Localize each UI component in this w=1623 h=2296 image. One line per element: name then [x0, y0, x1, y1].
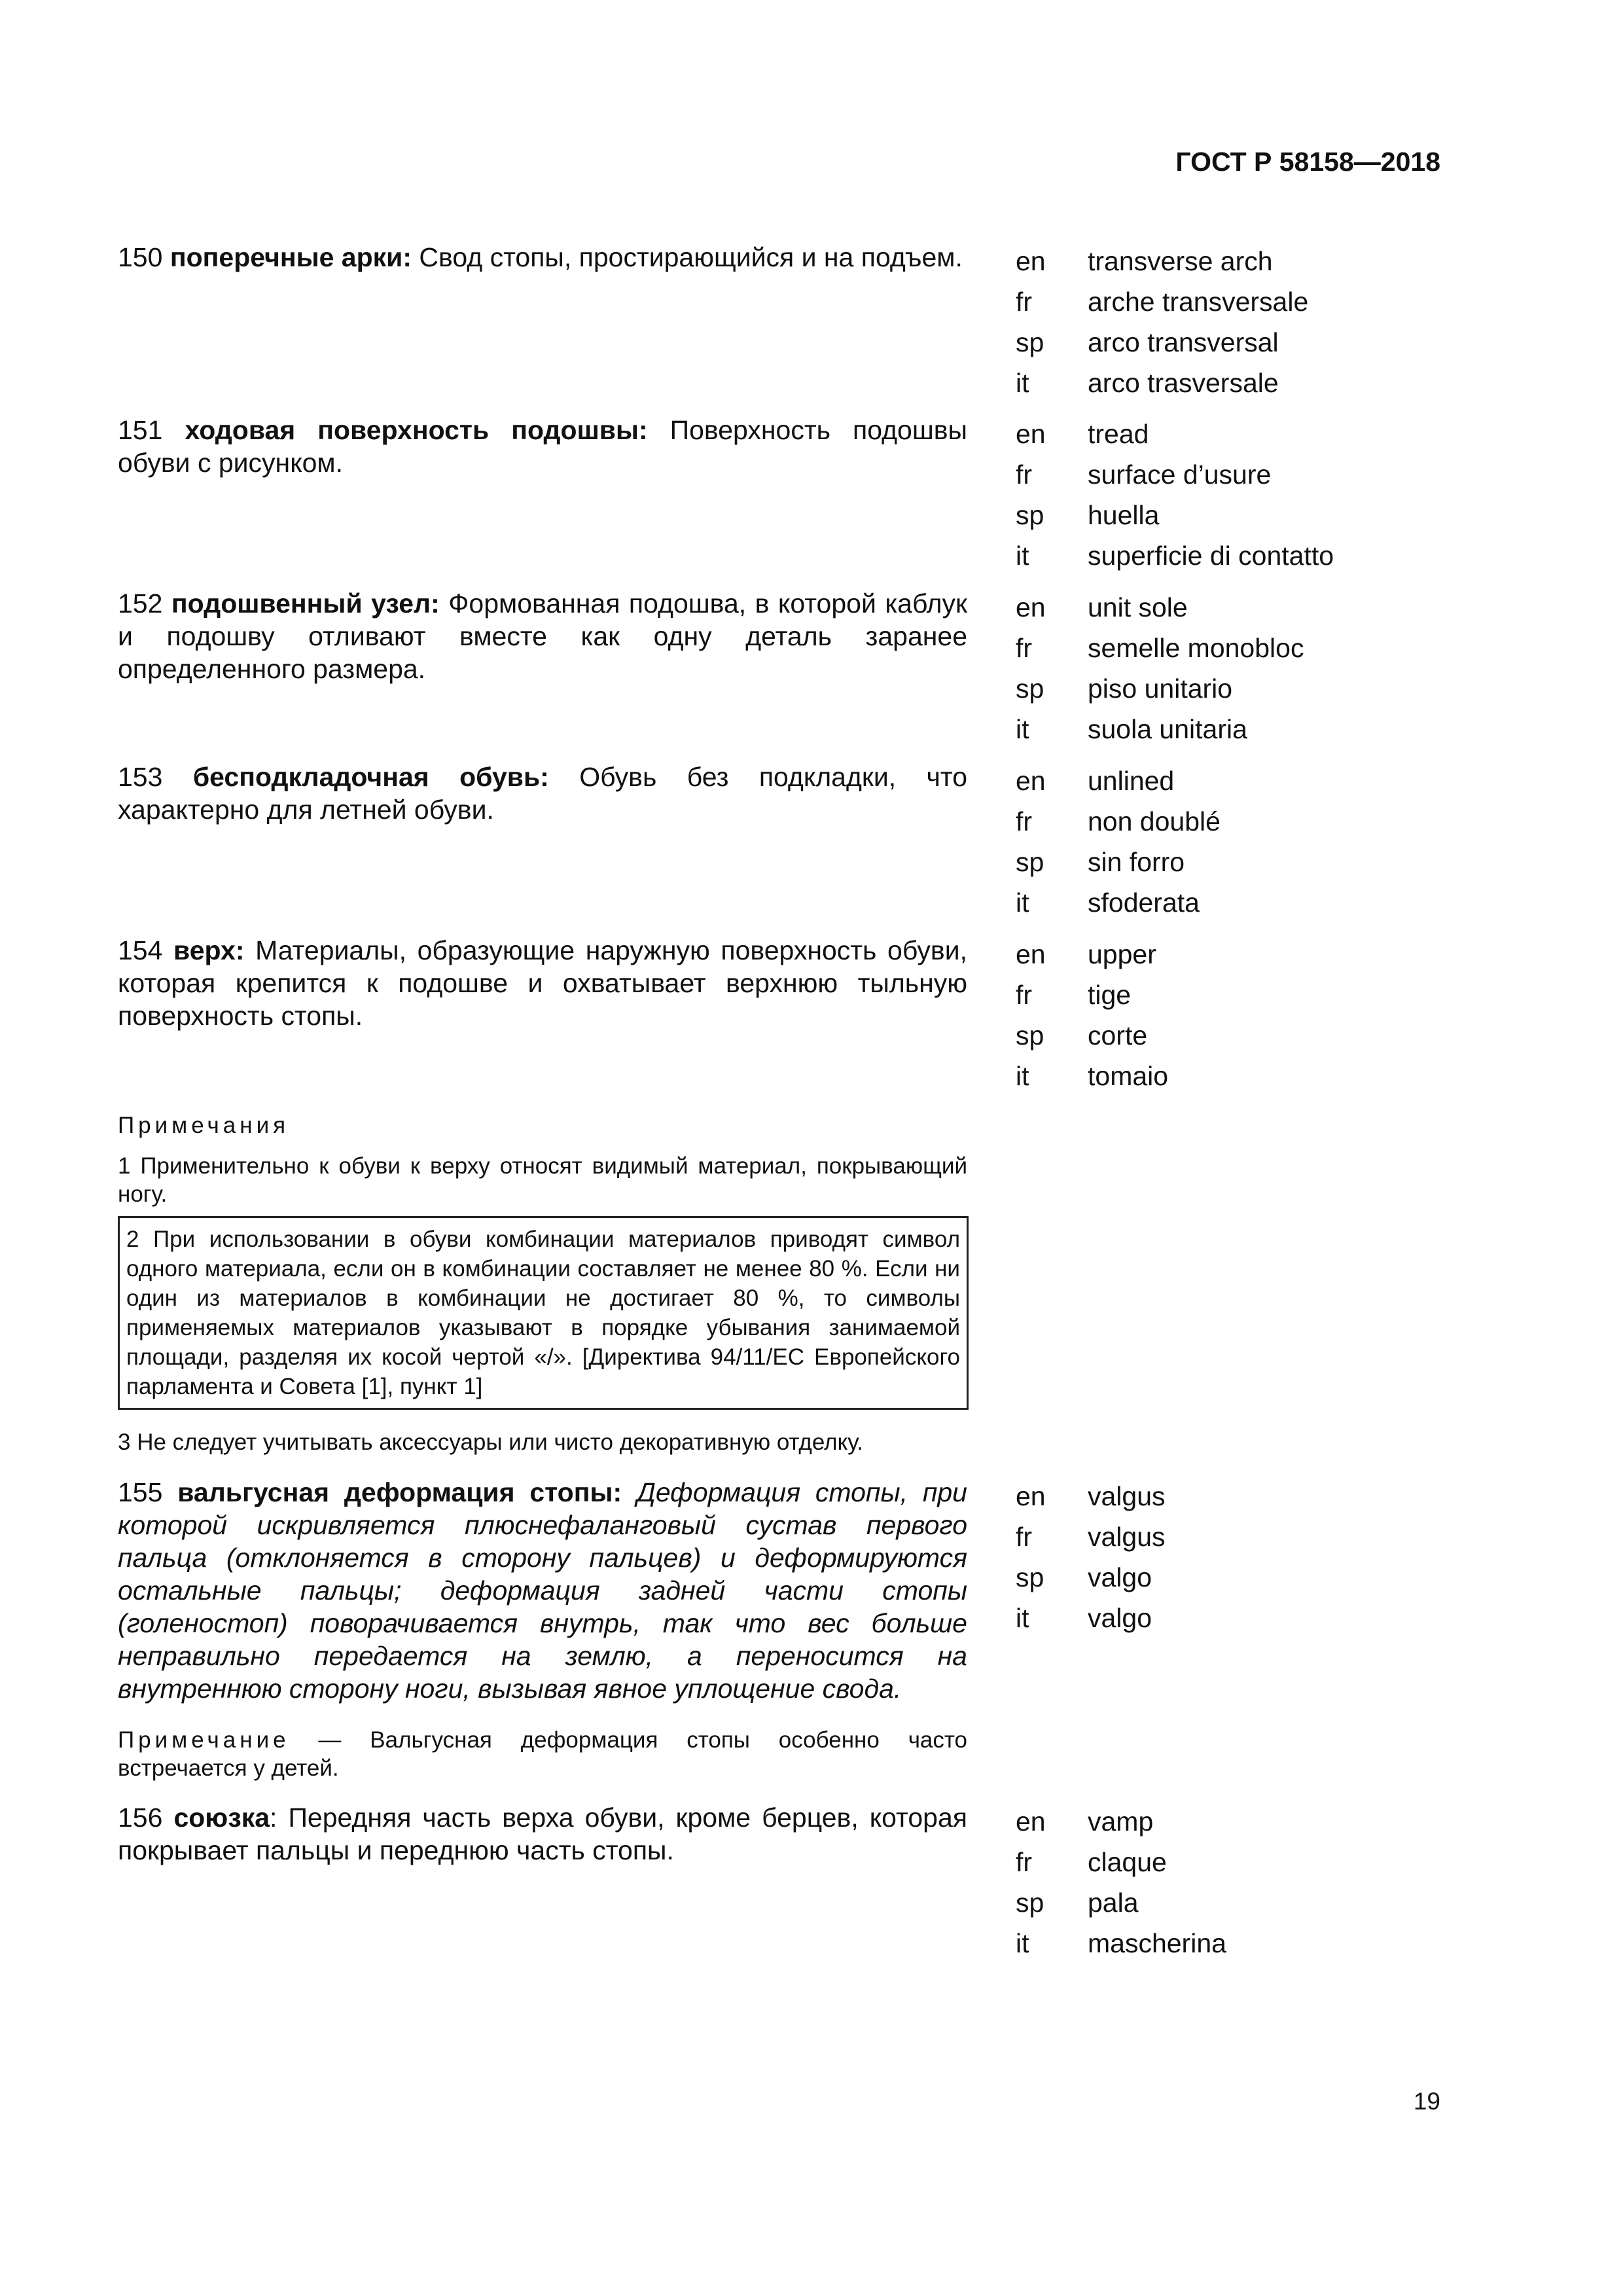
- note-label: Примечание: [118, 1727, 290, 1753]
- term-definition: [118, 761, 967, 826]
- equivalent-row: [1016, 1476, 1505, 1516]
- note-3: 3 Не следует учитывать аксессуары или чисто декоративную отделку.: [118, 1429, 863, 1455]
- equivalents-list: [1016, 1801, 1505, 1964]
- lang-code: sp: [1016, 673, 1044, 704]
- equivalents-list: [1016, 934, 1505, 1096]
- equivalent-row: [1016, 801, 1505, 842]
- notes-title: Примечания: [118, 1113, 290, 1138]
- term-number: 153: [118, 762, 163, 792]
- equivalent-row: [1016, 668, 1505, 709]
- equivalent-row: [1016, 1015, 1505, 1056]
- term-definition: [118, 934, 967, 1032]
- equivalents-list: [1016, 414, 1505, 576]
- lang-term: claque: [1088, 1847, 1167, 1877]
- note-2-boxed: 2 При использовании в обуви комбинации материалов приводят символ одного материала, если он в комбинации составляет не менее 80 %. Если ни один из материалов в комбинации не достигает 80 %, то символы применяемых материалов указывают в порядке убывания занимаемой площади, разделяя их косой чертой «/». [Директива 94/11/ЕС Европейского парламента и Совета [1], пункт 1]: [118, 1216, 969, 1410]
- lang-code: it: [1016, 368, 1029, 398]
- equivalent-row: [1016, 1516, 1505, 1557]
- lang-code: fr: [1016, 1522, 1033, 1552]
- term-number: 156: [118, 1803, 163, 1833]
- equivalent-row: [1016, 761, 1505, 801]
- term-definition: [118, 587, 967, 685]
- lang-term: pala: [1088, 1888, 1139, 1918]
- definition-text: Деформация стопы, при которой искривляется плюснефаланговый сустав первого пальца (отклоняется в сторону пальцев) и деформируются остальные пальцы; деформация задней части стопы (голеностоп) поворачивается внутрь, так что вес больше неправильно передается на землю, а переносится на внутреннюю сторону ноги, вызывая явное уплощение свода.: [118, 1477, 967, 1704]
- equivalent-row: [1016, 454, 1505, 495]
- equivalent-row: [1016, 1801, 1505, 1842]
- definition-text: : Передняя часть верха обуви, кроме берцев, которая покрывает пальцы и переднюю часть стопы.: [118, 1803, 967, 1865]
- term-number: 151: [118, 415, 163, 445]
- equivalents-list: [1016, 1476, 1505, 1638]
- term-definition: [118, 1801, 967, 1867]
- equivalent-row: [1016, 709, 1505, 749]
- lang-term: valgus: [1088, 1481, 1166, 1511]
- lang-code: sp: [1016, 1888, 1044, 1918]
- lang-code: fr: [1016, 459, 1033, 490]
- lang-code: fr: [1016, 980, 1033, 1010]
- document-code: ГОСТ Р 58158—2018: [1175, 147, 1440, 177]
- definition-text: Материалы, образующие наружную поверхность обуви, которая крепится к подошве и охватывает верхнюю тыльную поверхность стопы.: [118, 935, 967, 1031]
- term-name: ходовая поверхность подошвы:: [185, 415, 648, 445]
- lang-term: sfoderata: [1088, 888, 1200, 918]
- lang-term: unit sole: [1088, 592, 1188, 622]
- lang-code: it: [1016, 1061, 1029, 1091]
- lang-term: upper: [1088, 939, 1156, 969]
- note-1: 1 Применительно к обуви к верху относят видимый материал, покрывающий ногу.: [118, 1153, 967, 1207]
- lang-code: fr: [1016, 806, 1033, 836]
- equivalent-row: [1016, 587, 1505, 628]
- lang-term: tread: [1088, 419, 1149, 449]
- term-definition: [118, 1476, 967, 1705]
- equivalent-row: [1016, 1882, 1505, 1923]
- lang-term: piso unitario: [1088, 673, 1233, 704]
- lang-term: superficie di contatto: [1088, 541, 1334, 571]
- lang-code: it: [1016, 714, 1029, 744]
- equivalents-list: [1016, 241, 1505, 403]
- lang-code: sp: [1016, 1020, 1044, 1050]
- lang-term: sin forro: [1088, 847, 1185, 877]
- lang-code: en: [1016, 592, 1046, 622]
- lang-term: valgus: [1088, 1522, 1166, 1552]
- lang-code: fr: [1016, 287, 1033, 317]
- note-text: — Вальгусная деформация стопы особенно часто встречается у детей.: [118, 1727, 967, 1781]
- lang-term: tomaio: [1088, 1061, 1169, 1091]
- lang-code: sp: [1016, 847, 1044, 877]
- lang-code: it: [1016, 1928, 1029, 1958]
- term-number: 154: [118, 935, 163, 965]
- equivalent-row: [1016, 281, 1505, 322]
- lang-code: sp: [1016, 500, 1044, 530]
- equivalent-row: [1016, 934, 1505, 975]
- lang-term: unlined: [1088, 766, 1175, 796]
- lang-code: fr: [1016, 1847, 1033, 1877]
- lang-term: valgo: [1088, 1562, 1152, 1592]
- lang-term: semelle monobloc: [1088, 633, 1304, 663]
- lang-code: en: [1016, 246, 1046, 276]
- lang-term: arche transversale: [1088, 287, 1309, 317]
- equivalent-row: [1016, 414, 1505, 454]
- equivalents-list: [1016, 587, 1505, 749]
- equivalent-row: [1016, 535, 1505, 576]
- definition-text: Обувь без подкладки, что характерно для летней обуви.: [118, 762, 967, 825]
- lang-term: tige: [1088, 980, 1132, 1010]
- definition-text: Свод стопы, простирающийся и на подъем.: [412, 242, 963, 272]
- lang-term: valgo: [1088, 1603, 1152, 1633]
- term-number: 152: [118, 588, 163, 619]
- lang-term: arco transversal: [1088, 327, 1279, 357]
- equivalent-row: [1016, 1923, 1505, 1964]
- term-name: поперечные арки:: [169, 242, 412, 272]
- lang-code: it: [1016, 1603, 1029, 1633]
- lang-term: arco trasversale: [1088, 368, 1279, 398]
- term-definition: [118, 241, 967, 274]
- definition-text: Формованная подошва, в которой каблук и подошву отливают вместе как одну деталь заранее определенного размера.: [118, 588, 967, 684]
- lang-term: huella: [1088, 500, 1160, 530]
- lang-term: mascherina: [1088, 1928, 1226, 1958]
- page-number: 19: [1413, 2088, 1440, 2115]
- equivalent-row: [1016, 1557, 1505, 1598]
- term-definition: [118, 414, 967, 479]
- equivalent-row: [1016, 628, 1505, 668]
- term-number: 150: [118, 242, 163, 272]
- lang-term: transverse arch: [1088, 246, 1273, 276]
- term-name: вальгусная деформация стопы:: [177, 1477, 622, 1507]
- equivalent-row: [1016, 882, 1505, 923]
- definition-text: Поверхность подошвы обуви с рисунком.: [118, 415, 967, 478]
- lang-code: en: [1016, 1481, 1046, 1511]
- equivalent-row: [1016, 495, 1505, 535]
- equivalent-row: [1016, 1056, 1505, 1096]
- lang-code: it: [1016, 541, 1029, 571]
- lang-term: non doublé: [1088, 806, 1221, 836]
- lang-term: surface d’usure: [1088, 459, 1272, 490]
- equivalent-row: [1016, 1842, 1505, 1882]
- equivalent-row: [1016, 842, 1505, 882]
- equivalent-row: [1016, 322, 1505, 363]
- lang-code: it: [1016, 888, 1029, 918]
- equivalent-row: [1016, 975, 1505, 1015]
- term-number: 155: [118, 1477, 163, 1507]
- equivalent-row: [1016, 363, 1505, 403]
- term-name: союзка: [173, 1803, 270, 1833]
- lang-code: en: [1016, 419, 1046, 449]
- lang-code: sp: [1016, 327, 1044, 357]
- term-name: подошвенный узел:: [171, 588, 440, 619]
- lang-code: fr: [1016, 633, 1033, 663]
- lang-code: en: [1016, 939, 1046, 969]
- note-155: [118, 1726, 967, 1782]
- lang-code: sp: [1016, 1562, 1044, 1592]
- term-name: верх:: [173, 935, 245, 965]
- term-name: бесподкладочная обувь:: [192, 762, 549, 792]
- lang-code: en: [1016, 766, 1046, 796]
- equivalents-list: [1016, 761, 1505, 923]
- lang-term: suola unitaria: [1088, 714, 1247, 744]
- lang-code: en: [1016, 1806, 1046, 1837]
- lang-term: vamp: [1088, 1806, 1154, 1837]
- equivalent-row: [1016, 1598, 1505, 1638]
- equivalent-row: [1016, 241, 1505, 281]
- lang-term: corte: [1088, 1020, 1148, 1050]
